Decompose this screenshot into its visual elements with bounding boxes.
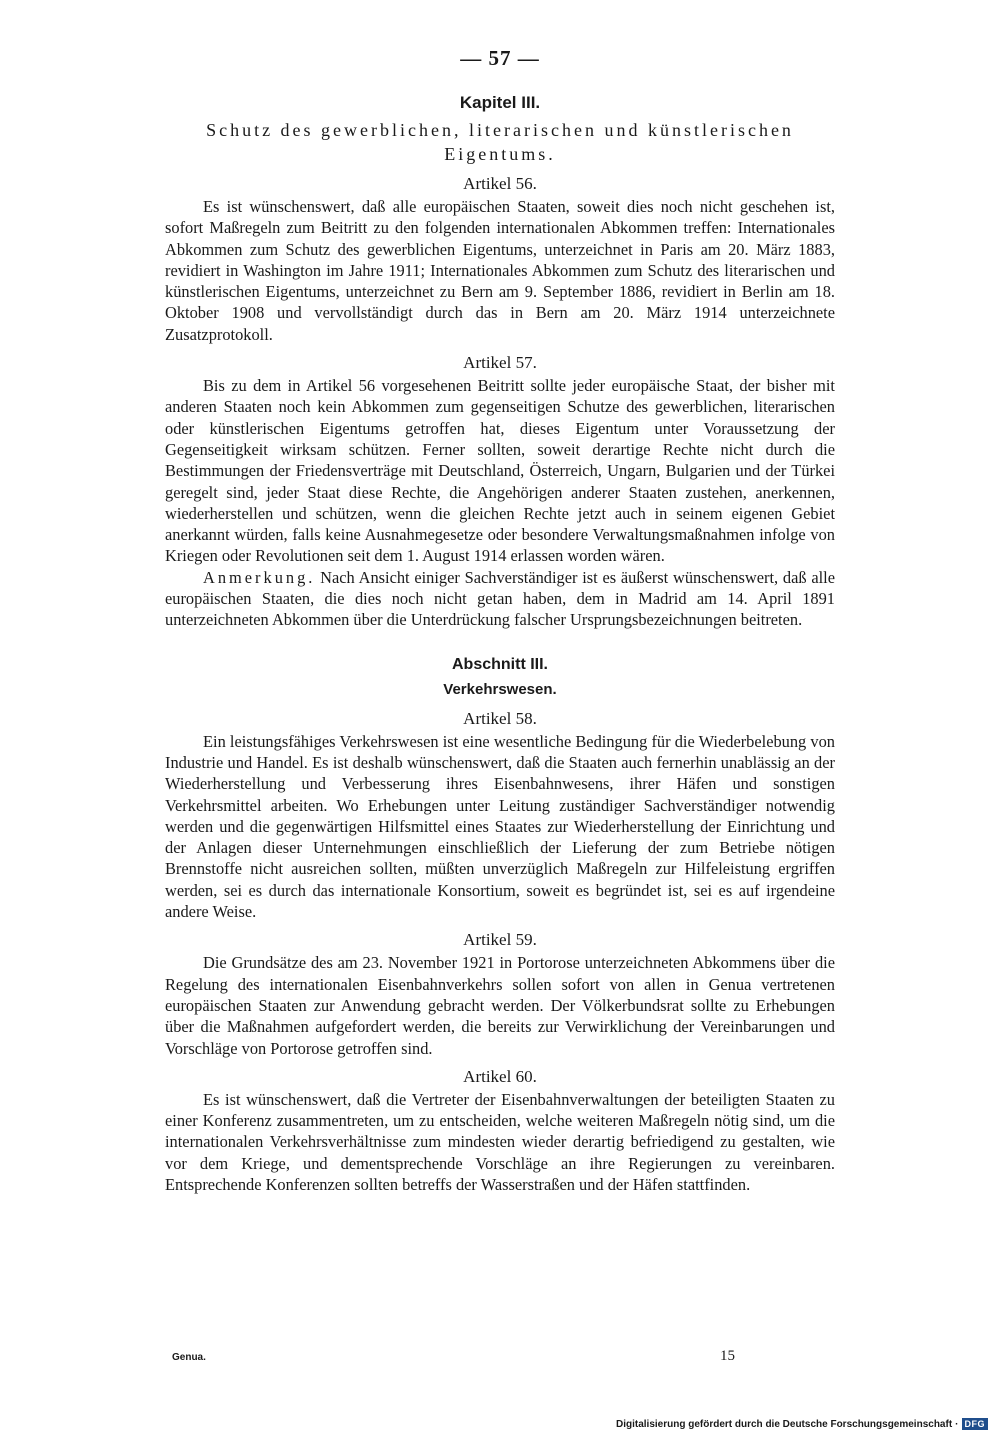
section-title: Abschnitt III.	[452, 655, 548, 673]
page-number: — 57 —	[460, 46, 540, 70]
article-title: Artikel 59.	[463, 930, 537, 950]
article-text: Es ist wünschenswert, daß die Vertreter der Eisenbahnverwaltungen der beteiligten Staaten zu einer Konferenz zusammentreten, um zu entscheiden, welche weiteren Maßregeln nötig sind, um die internationalen Verkehrsverhältnisse zum mindesten wieder derartig befriedigend zu gestalten, wie vor dem Kriege, und dementsprechende Vorschläge an ihre Regierungen zu vereinbaren. Entsprechende Konferenzen sollten betreffs der Wasserstraßen und der Häfen stattfinden.	[165, 1089, 835, 1194]
footer-signature: Genua.	[172, 1352, 206, 1363]
article-title: Artikel 57.	[463, 353, 537, 373]
article-title: Artikel 60.	[463, 1066, 537, 1086]
article-text: Die Grundsätze des am 23. November 1921 in Portorose unterzeichneten Abkommens über die Regelung des internationalen Eisenbahnverkehrs sollen sofort von allen in Genua vertretenen europäischen Staaten zur Anwendung gebracht werden. Der Völkerbundsrat sollte zu Erhebungen über die Maßnahmen aufgefordert werden, die bereits zur Verwirklichung der Vereinbarungen und Vorschläge von Portorose getroffen sind.	[165, 953, 835, 1058]
footer-sheet-number: 15	[720, 1348, 735, 1364]
credit-text: Digitalisierung gefördert durch die Deutsche Forschungsgemeinschaft	[615, 1418, 953, 1430]
article-title: Artikel 56.	[463, 174, 537, 193]
section-subtitle: Verkehrswesen.	[443, 680, 557, 698]
note-paragraph	[165, 567, 835, 631]
article-text: Ein leistungsfähiges Verkehrswesen ist eine wesentliche Bedingung für die Wiederbelebung von Industrie und Handel. Es ist deshalb wünschenswert, daß die Staaten auch fernerhin unablässig an der Wiederherstellung und Verbesserung ihres Eisenbahnwesens, ihrer Häfen und sonstigen Verkehrsmittel arbeiten. Wo Erhebungen unter Leitung zuständiger Sachverständiger notwendig werden und die gegenwärtigen Hilfsmittel eines Staates zur Wiederherstellung der Einrichtung und der Anlagen dieser Unternehmungen einschließlich der Lieferung der zum Betriebe nötigen Brennstoffe nicht ausreichen sollten, müßten unverzüglich Maßregeln zur Hilfeleistung ergriffen werden, sei es durch das internationale Konsortium, soweit es begründet ist, sei es auf irgendeine andere Weise.	[165, 731, 835, 922]
chapter-subtitle: Schutz des gewerblichen, literarischen und künstlerischen Eigentums.	[206, 120, 794, 164]
article-text: Es ist wünschenswert, daß alle europäischen Staaten, soweit dies noch nicht geschehen ist, sofort Maßregeln zum Beitritt zu den folgenden internationalen Abkommen treffen: Internationales Abkommen zum Schutz des gewerblichen Eigentums, unterzeichnet in Paris am 20. März 1883, revidiert in Washington im Jahre 1911; Internationales Abkommen zum Schutz des literarischen und künstlerischen Eigentums, unterzeichnet zu Bern am 9. September 1886, revidiert in Berlin am 18. Oktober 1908 und vervollständigt durch das in Bern am 20. März 1914 unterzeichnete Zusatzprotokoll.	[165, 197, 835, 344]
document-body	[165, 90, 835, 1195]
dfg-logo-icon: DFG	[962, 1418, 989, 1430]
digitization-credit	[616, 1418, 988, 1430]
article-title: Artikel 58.	[463, 708, 537, 728]
note-text: Nach Ansicht einiger Sachverständiger ist es äußerst wünschenswert, daß alle europäischen Staaten, die dies noch nicht getan haben, dem in Madrid am 14. April 1891 unterzeichneten Abkommen über die Unterdrückung falscher Ursprungsbezeichnungen beitreten.	[165, 567, 835, 630]
note-label: Anmerkung.	[203, 567, 316, 587]
credit-separator: ·	[955, 1418, 959, 1430]
chapter-title: Kapitel III.	[459, 93, 541, 112]
article-text: Bis zu dem in Artikel 56 vorgesehenen Beitritt sollte jeder europäische Staat, der bisher mit anderen Staaten noch kein Abkommen zum gegenseitigen Schutze des gewerblichen, literarischen oder künstlerischen Eigentums getroffen hat, dieses Eigentum unter Voraussetzung der Gegenseitigkeit wirksam schützen. Ferner sollten, soweit derartige Rechte nicht durch die Bestimmungen der Friedensverträge mit Deutschland, Österreich, Ungarn, Bulgarien und der Türkei geregelt sind, jeder Staat diese Rechte, die Angehörigen anderer Staaten zustehen, anerkennen, wiederherstellen und schützen, wenn die gleichen Rechte jetzt auch in seinem eigenen Gebiet anerkannt würden, falls keine Ausnahmegesetze oder besondere Verwaltungsmaßnahmen infolge von Kriegen oder Revolutionen seit dem 1. August 1914 erlassen worden wären.	[165, 376, 835, 566]
